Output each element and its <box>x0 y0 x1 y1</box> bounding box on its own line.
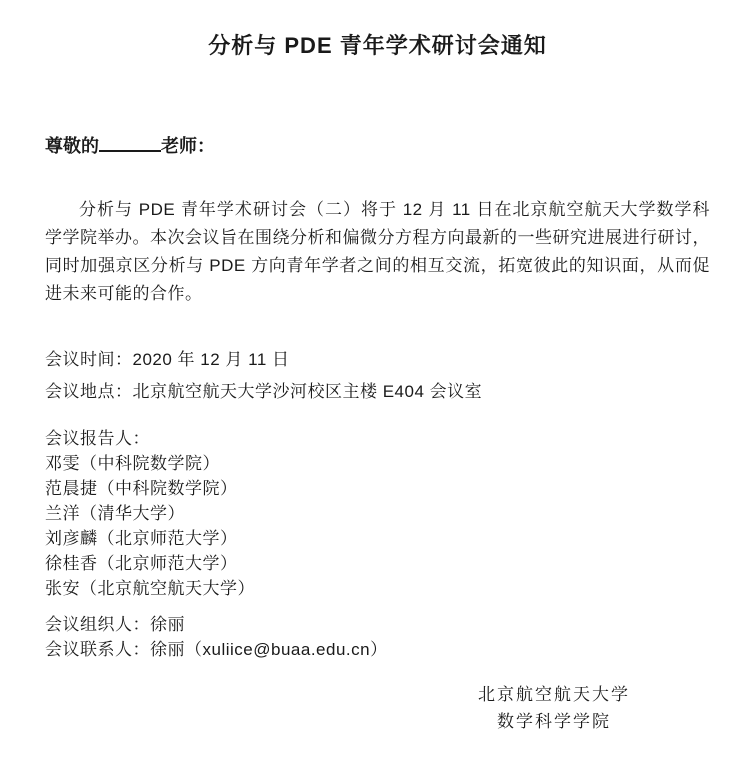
speaker-item: 范晨捷（中科院数学院） <box>45 479 238 498</box>
meeting-place-value: 北京航空航天大学沙河校区主楼 E404 会议室 <box>132 382 483 401</box>
contact-line <box>45 637 710 662</box>
document-title: 分析与 PDE 青年学术研讨会通知 <box>208 33 547 58</box>
speakers-heading: 会议报告人： <box>45 429 150 448</box>
contact-label: 会议联系人： <box>45 640 150 659</box>
meeting-time-label: 会议时间： <box>45 350 133 369</box>
meeting-place-line <box>45 376 710 408</box>
organizer-label: 会议组织人： <box>45 615 150 634</box>
signature-block <box>478 681 630 735</box>
speaker-item: 张安（北京航空航天大学） <box>45 579 255 598</box>
speaker-item: 刘彦麟（北京师范大学） <box>45 529 238 548</box>
speaker-item: 徐桂香（北京师范大学） <box>45 554 238 573</box>
organizer-value: 徐丽 <box>150 615 185 634</box>
salutation-prefix: 尊敬的 <box>45 136 99 156</box>
salutation-blank-underline <box>99 134 161 152</box>
salutation-line <box>45 133 710 159</box>
salutation-suffix: 老师： <box>161 136 215 156</box>
organizer-contact-block <box>45 612 710 662</box>
meeting-info-block <box>45 344 710 408</box>
signature-university: 北京航空航天大学 <box>478 685 630 704</box>
meeting-time-line <box>45 344 710 376</box>
meeting-place-label: 会议地点： <box>45 382 133 401</box>
meeting-time-value: 2020 年 12 月 11 日 <box>132 350 290 369</box>
speaker-item: 兰洋（清华大学） <box>45 504 185 523</box>
speakers-block <box>45 426 710 601</box>
body-paragraph: 分析与 PDE 青年学术研讨会（二）将于 12 月 11 日在北京航空航天大学数学科学学院举办。本次会议旨在围绕分析和偏微分方程方向最新的一些研究进展进行研讨，同时加强京区分析与 PDE 方向青年学者之间的相互交流，拓宽彼此的知识面，从而促进未来可能的合作。 <box>45 200 710 303</box>
organizer-line <box>45 612 710 637</box>
speaker-item: 邓雯（中科院数学院） <box>45 454 220 473</box>
signature-school: 数学科学学院 <box>497 712 611 731</box>
contact-value: 徐丽（xuliice@buaa.edu.cn） <box>150 640 388 659</box>
